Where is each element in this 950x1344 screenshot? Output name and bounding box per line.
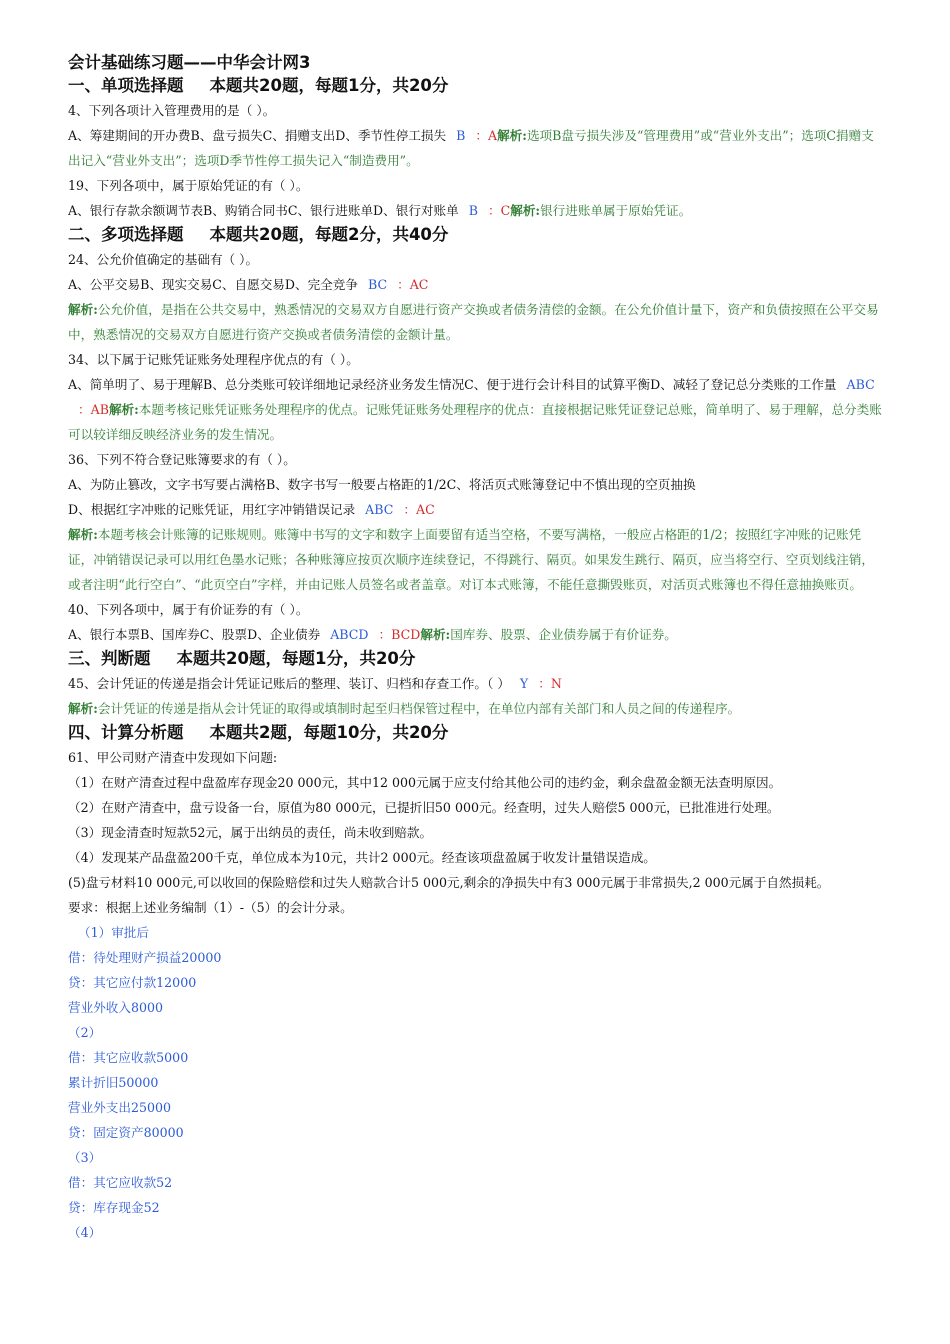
question-40: 40、下列各项中，属于有价证券的有（ ）。	[68, 602, 309, 617]
section-title: 二、多项选择题	[68, 225, 184, 244]
options: A、银行本票B、国库券C、股票D、企业债券	[68, 627, 321, 642]
question-61-item-1: （1）在财产清查过程中盘盈库存现金20 000元，其中12 000元属于应支付给其他公司的违约金，剩余盘盈金额无法查明原因。	[68, 775, 782, 790]
question-34: 34、以下属于记账凭证账务处理程序优点的有（ ）。	[68, 352, 359, 367]
journal-entry-line: 营业外支出25000	[68, 1100, 172, 1115]
question-61-item-3: （3）现金清查时短款52元，属于出纳员的责任，尚未收到赔款。	[68, 825, 433, 840]
question-61-item-5: (5)盘亏材料10 000元,可以收回的保险赔偿和过失人赔款合计5 000元,剩余的净损失中有3 000元属于非常损失,2 000元属于自然损耗。	[68, 875, 830, 890]
analysis-label: 解析:	[510, 203, 541, 218]
options: D、根据红字冲账的记账凭证，用红字冲销错误记录	[68, 502, 356, 517]
document-title: 会计基础练习题——中华会计网3	[68, 53, 311, 72]
student-answer: Y	[519, 676, 529, 691]
section-score-note: 本题共20题，每题1分，共20分	[209, 76, 449, 95]
student-answer: ABC	[846, 377, 875, 392]
journal-entry-line: 借：其它应收款5000	[68, 1050, 189, 1065]
journal-entry-line: （4）	[68, 1225, 102, 1240]
analysis-label: 解析:	[68, 527, 98, 542]
options: A、简单明了、易于理解B、总分类账可较详细地记录经济业务发生情况C、便于进行会计科目的试算平衡D、减轻了登记总分类账的工作量	[68, 377, 837, 392]
question-61-item-4: （4）发现某产品盘盈200千克，单位成本为10元，共计2 000元。经查该项盘盈属于收发计量错误造成。	[68, 850, 656, 865]
options: A、公平交易B、现实交易C、自愿交易D、完全竞争	[68, 277, 358, 292]
section-title: 一、单项选择题	[68, 76, 184, 95]
analysis-text: 会计凭证的传递是指从会计凭证的取得或填制时起至归档保管过程中，在单位内部有关部门和人员之间的传递程序。	[97, 701, 741, 716]
analysis-text: 本题考核记账凭证账务处理程序的优点。记账凭证账务处理程序的优点：直接根据记账凭证登记总账，简单明了、易于理解，总分类账可以较详细反映经济业务的发生情况。	[68, 402, 882, 442]
section-heading-true-false	[68, 647, 884, 671]
student-answer: ABCD	[330, 627, 369, 642]
analysis-label: 解析:	[497, 128, 527, 143]
correct-answer: ：AB	[78, 402, 109, 417]
question-61: 61、甲公司财产清查中发现如下问题:	[68, 750, 278, 765]
analysis-text: 选项B盘亏损失涉及“管理费用”或“营业外支出”；选项C捐赠支出记入“营业外支出”；选项D季节性停工损失记入“制造费用”。	[68, 128, 874, 168]
question-4: 4、下列各项计入管理费用的是（ ）。	[68, 103, 276, 118]
section-score-note: 本题共20题，每题1分，共20分	[176, 649, 416, 668]
question-19: 19、下列各项中，属于原始凭证的有（ ）。	[68, 178, 309, 193]
journal-entry-line: 贷：其它应付款12000	[68, 975, 197, 990]
question-24-options	[68, 272, 884, 297]
journal-entry-line: （2）	[68, 1025, 102, 1040]
journal-entry-line: 借：其它应收款52	[68, 1175, 173, 1190]
section-heading-multiple-choice	[68, 223, 884, 247]
section-score-note: 本题共20题，每题2分，共40分	[209, 225, 449, 244]
student-answer: BC	[367, 277, 388, 292]
analysis-label: 解析:	[420, 627, 451, 642]
question-45-analysis	[68, 696, 884, 721]
question-text: 45、会计凭证的传递是指会计凭证记账后的整理、装订、归档和存查工作。（ ）	[68, 676, 510, 691]
question-19-options-and-analysis	[68, 198, 884, 223]
section-heading-calculation	[68, 721, 884, 745]
question-45	[68, 671, 884, 696]
correct-answer: ：N	[538, 676, 562, 691]
analysis-text: 本题考核会计账簿的记账规则。账簿中书写的文字和数字上面要留有适当空格，不要写满格，一般应占格距的1/2；按照红字冲账的记账凭证，冲销错误记录可以用红色墨水记账；各种账簿应按页次顺序连续登记，不得跳行、隔页。如果发生跳行、隔页，应当将空行、空页划线注销，或者注明“此行空白”、“此页空白”字样，并由记账人员签名或者盖章。对订本式账簿，不能任意撕毁账页，对活页式账簿也不得任意抽换账页。	[68, 527, 874, 592]
question-4-options-and-analysis	[68, 123, 884, 173]
question-34-options-and-analysis	[68, 372, 884, 447]
journal-entry-line: 营业外收入8000	[68, 1000, 164, 1015]
options: A、筹建期间的开办费B、盘亏损失C、捐赠支出D、季节性停工损失	[68, 128, 447, 143]
section-title: 四、计算分析题	[68, 723, 184, 742]
analysis-label: 解析:	[108, 402, 139, 417]
analysis-text: 公允价值，是指在公共交易中，熟悉情况的交易双方自愿进行资产交换或者债务清偿的金额。在公允价值计量下，资产和负债按照在公平交易中，熟悉情况的交易双方自愿进行资产交换或者债务清偿的金额计量。	[68, 302, 879, 342]
document-page	[68, 52, 884, 1245]
analysis-label: 解析:	[68, 701, 98, 716]
correct-answer: ：AC	[403, 502, 435, 517]
journal-entry-line: 贷：固定资产80000	[68, 1125, 184, 1140]
question-24: 24、公允价值确定的基础有（ ）。	[68, 252, 259, 267]
student-answer: B	[456, 128, 466, 143]
section-score-note: 本题共2题，每题10分，共20分	[209, 723, 449, 742]
options: A、银行存款余额调节表B、购销合同书C、银行进账单D、银行对账单	[68, 203, 459, 218]
analysis-label: 解析:	[68, 302, 98, 317]
journal-entry-line: 借：待处理财产损益20000	[68, 950, 222, 965]
question-40-options-and-analysis	[68, 622, 884, 647]
question-36-options-line2	[68, 497, 884, 522]
student-answer: ABC	[365, 502, 394, 517]
question-61-item-2: （2）在财产清查中，盘亏设备一台，原值为80 000元，已提折旧50 000元。经查明，过失人赔偿5 000元，已批准进行处理。	[68, 800, 780, 815]
student-answer: B	[468, 203, 478, 218]
section-title: 三、判断题	[68, 649, 151, 668]
question-36-options-line1: A、为防止篡改，文字书写要占满格B、数字书写一般要占格距的1/2C、将活页式账簿登记中不慎出现的空页抽换	[68, 477, 696, 492]
analysis-text: 国库券、股票、企业债券属于有价证券。	[450, 627, 677, 642]
correct-answer: ：C	[487, 203, 511, 218]
question-24-analysis	[68, 297, 884, 347]
journal-entry-line: （1）审批后	[78, 925, 149, 940]
journal-entry-line: 贷：库存现金52	[68, 1200, 160, 1215]
journal-entry-line: 累计折旧50000	[68, 1075, 159, 1090]
analysis-text: 银行进账单属于原始凭证。	[540, 203, 692, 218]
question-36: 36、下列不符合登记账簿要求的有（ ）。	[68, 452, 296, 467]
question-36-analysis	[68, 522, 884, 597]
journal-entry-line: （3）	[68, 1150, 102, 1165]
correct-answer: ：A	[475, 128, 498, 143]
question-61-requirement: 要求：根据上述业务编制（1）-（5）的会计分录。	[68, 900, 353, 915]
correct-answer: ：AC	[397, 277, 429, 292]
section-heading-single-choice	[68, 74, 884, 98]
correct-answer: ：BCD	[378, 627, 421, 642]
